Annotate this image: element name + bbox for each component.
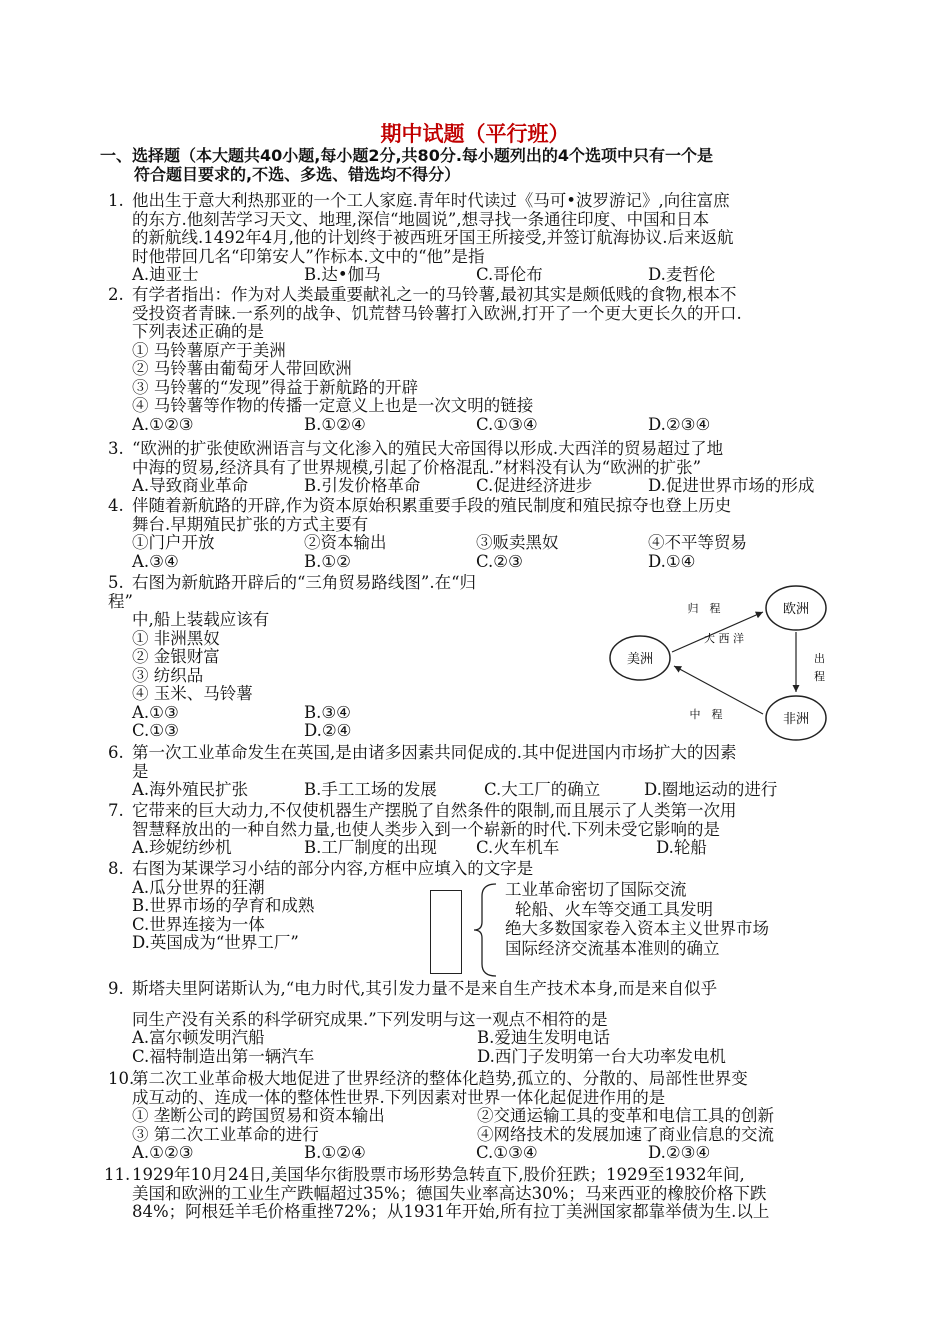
answer-options	[132, 553, 853, 572]
question-text: 中海的贸易,经济具有了世界规模,引起了价格混乱.”材料没有认为“欧洲的扩张”	[132, 457, 702, 477]
section-heading-line1: 一、选择题（本大题共40小题,每小题2分,共80分.每小题列出的4个选项中只有一个是	[100, 146, 714, 165]
answer-options	[132, 1144, 853, 1163]
question-text: 他出生于意大利热那亚的一个工人家庭.青年时代读过《马可•波罗游记》,向往富庶	[132, 191, 730, 210]
america-label: 美洲	[626, 652, 654, 667]
option-a[interactable]: A.迪亚士	[132, 265, 199, 284]
statement-item: ③ 马铃薯的“发现”得益于新航路的开辟	[132, 377, 419, 397]
summary-item: 国际经济交流基本准则的确立	[505, 938, 720, 958]
option-d[interactable]: D.①④	[648, 551, 696, 571]
option-a[interactable]: A.①③	[132, 702, 179, 722]
question-text: 舞台.早期殖民扩张的方式主要有	[132, 514, 369, 534]
answer-options	[132, 266, 853, 285]
europe-label: 欧洲	[782, 602, 810, 617]
question-10	[108, 1070, 853, 1163]
page-title: 期中试题（平行班）	[380, 122, 570, 146]
answer-options	[132, 1048, 853, 1067]
summary-item: 轮船、火车等交通工具发明	[515, 899, 713, 919]
option-c[interactable]: C.①③④	[476, 414, 538, 434]
option-a[interactable]: A.③④	[132, 551, 179, 571]
option-c[interactable]: C.火车机车	[476, 838, 560, 857]
statement-item: ③ 第二次工业革命的进行	[132, 1124, 319, 1144]
statement-item: ② 金银财富	[132, 647, 220, 666]
question-text: 中,船上装载应该有	[132, 610, 270, 629]
triangle-trade-diagram	[600, 580, 850, 750]
option-c[interactable]: C.促进经济进步	[476, 476, 593, 495]
option-b[interactable]: B.①②	[304, 551, 351, 571]
option-c[interactable]: C.哥伦布	[476, 265, 543, 284]
question-8	[108, 859, 534, 953]
option-d[interactable]: D.②④	[304, 721, 352, 740]
summary-items	[505, 880, 769, 958]
summary-item: 工业革命密切了国际交流	[505, 880, 687, 899]
answer-options	[132, 416, 853, 435]
question-text: 美国和欧洲的工业生产跌幅超过35%；德国失业率高达30%；马来西亚的橡胶价格下跌	[132, 1183, 767, 1203]
outbound-label-1: 出	[814, 652, 825, 665]
option-a[interactable]: A.导致商业革命	[132, 476, 249, 495]
question-number: 8.	[108, 859, 124, 878]
question-text: 成互动的、连成一体的整体性世界.下列因素对世界一体化起促进作用的是	[132, 1087, 666, 1107]
option-d[interactable]: D.轮船	[656, 838, 707, 857]
question-11	[104, 1165, 853, 1222]
question-number: 10.	[108, 1069, 135, 1088]
statement-item: ④ 马铃薯等作物的传播一定意义上也是一次文明的链接	[132, 396, 534, 415]
question-number: 5.	[108, 573, 124, 592]
statement-item: ①门户开放	[132, 533, 215, 552]
statement-item: ④网络技术的发展加速了商业信息的交流	[477, 1124, 774, 1144]
question-text: 的东方.他刻苦学习天文、地理,深信“地圆说”,想寻找一条通往印度、中国和日本	[132, 209, 710, 229]
question-number: 4.	[108, 496, 124, 515]
option-d[interactable]: D.麦哲伦	[648, 265, 716, 284]
option-d[interactable]: D.英国成为“世界工厂”	[132, 933, 299, 952]
question-number: 11.	[104, 1165, 131, 1184]
question-text: 同生产没有关系的科学研究成果.”下列发明与这一观点不相符的是	[132, 1009, 608, 1029]
answer-options	[132, 722, 608, 741]
question-text: 伴随着新航路的开辟,作为资本原始积累重要手段的殖民制度和殖民掠夺也登上历史	[132, 496, 732, 515]
statement-item: ① 垄断公司的跨国贸易和资本输出	[132, 1106, 385, 1125]
question-1	[108, 192, 853, 285]
question-number: 1.	[108, 191, 124, 210]
outbound-label-2: 程	[814, 670, 825, 683]
option-d[interactable]: D.②③④	[648, 414, 711, 434]
question-3	[108, 440, 853, 496]
statement-item: ① 马铃薯原产于美洲	[132, 340, 286, 360]
option-d[interactable]: D.圈地运动的进行	[644, 780, 778, 799]
statement-items	[132, 1126, 853, 1145]
question-text: 第二次工业革命极大地促进了世界经济的整体化趋势,孤立的、分散的、局部性世界变	[132, 1069, 748, 1088]
question-6	[108, 744, 853, 800]
option-b[interactable]: B.爱迪生发明电话	[477, 1028, 610, 1047]
option-d[interactable]: D.促进世界市场的形成	[648, 476, 815, 495]
question-4	[108, 497, 853, 571]
option-b[interactable]: B.工厂制度的出现	[304, 838, 437, 857]
option-c[interactable]: C.①③④	[476, 1143, 538, 1162]
statement-item: ②交通运输工具的变革和电信工具的创新	[477, 1106, 774, 1125]
option-a[interactable]: A.①②③	[132, 1143, 194, 1162]
question-text: 程”	[108, 591, 133, 611]
question-text: 斯塔夫里阿诺斯认为,“电力时代,其引发力量不是来自生产技术本身,而是来自似乎	[132, 979, 718, 998]
summary-blank-box	[430, 890, 462, 974]
middle-route-label: 中 程	[689, 708, 723, 721]
summary-item: 绝大多数国家卷入资本主义世界市场	[505, 919, 769, 938]
question-7	[108, 802, 853, 858]
option-c[interactable]: C.世界连接为一体	[132, 914, 265, 934]
question-number: 3.	[108, 439, 124, 458]
option-c[interactable]: C.大工厂的确立	[484, 780, 601, 799]
question-5	[108, 574, 608, 741]
question-text: 时他带回几名“印第安人”作标本.文中的“他”是指	[132, 246, 485, 266]
question-text: 右图为某课学习小结的部分内容,方框中应填入的文字是	[132, 859, 534, 878]
question-2	[108, 286, 853, 434]
question-9	[108, 980, 853, 1066]
question-text: 1929年10月24日,美国华尔街股票市场形势急转直下,股价狂跌；1929至1932年间,	[132, 1165, 745, 1184]
option-d[interactable]: D.西门子发明第一台大功率发电机	[477, 1046, 726, 1066]
section-heading-line2: 符合题目要求的,不选、多选、错选均不得分）	[134, 165, 461, 184]
statement-item: ④ 玉米、马铃薯	[132, 684, 253, 703]
question-text: 有学者指出：作为对人类最重要献礼之一的马铃薯,最初其实是颇低贱的食物,根本不	[132, 285, 737, 304]
statement-item: ② 马铃薯由葡萄牙人带回欧洲	[132, 359, 352, 378]
option-a[interactable]: A.海外殖民扩张	[132, 780, 249, 799]
section-heading	[100, 146, 860, 184]
option-b[interactable]: B.达•伽马	[304, 265, 381, 284]
answer-options	[132, 839, 853, 858]
question-text: 是	[132, 761, 149, 781]
question-text: 它带来的巨大动力,不仅使机器生产摆脱了自然条件的限制,而且展示了人类第一次用	[132, 801, 737, 820]
option-b[interactable]: B.③④	[304, 702, 351, 722]
option-c[interactable]: C.②③	[476, 551, 523, 571]
option-d[interactable]: D.②③④	[648, 1143, 711, 1162]
answer-options	[132, 781, 853, 800]
statement-item: ②资本输出	[304, 533, 387, 552]
option-c[interactable]: C.①③	[132, 721, 179, 740]
question-number: 9.	[108, 979, 124, 998]
question-text: 智慧释放出的一种自然力量,也使人类步入到一个崭新的时代.下列未受它影响的是	[132, 819, 720, 839]
question-number: 2.	[108, 285, 124, 304]
statement-item: ① 非洲黑奴	[132, 628, 220, 648]
atlantic-label: 大 西 洋	[704, 632, 744, 645]
africa-label: 非洲	[782, 712, 810, 727]
brace-icon	[472, 882, 502, 978]
option-a[interactable]: A.①②③	[132, 414, 194, 434]
option-c[interactable]: C.福特制造出第一辆汽车	[132, 1046, 315, 1066]
question-text: 第一次工业革命发生在英国,是由诸多因素共同促成的.其中促进国内市场扩大的因素	[132, 743, 737, 762]
question-text: 右图为新航路开辟后的“三角贸易路线图”.在“归	[132, 573, 477, 592]
question-number: 6.	[108, 743, 124, 762]
answer-options	[132, 1029, 853, 1048]
question-text: “欧洲的扩张使欧洲语言与文化渗入的殖民大帝国得以形成.大西洋的贸易超过了地	[132, 439, 724, 458]
answer-options	[132, 704, 608, 723]
option-b[interactable]: B.①②④	[304, 1143, 366, 1162]
middle-route-arrow	[674, 666, 763, 714]
option-a[interactable]: A.珍妮纺纱机	[132, 838, 232, 857]
question-text: 84%；阿根廷羊毛价格重挫72%；从1931年开始,所有拉丁美洲国家都靠举债为生.以上	[132, 1202, 770, 1221]
option-a[interactable]: A.富尔顿发明汽船	[132, 1028, 265, 1047]
statement-items	[132, 1107, 853, 1126]
statement-item: ③贩卖黑奴	[476, 533, 559, 552]
statement-item: ④不平等贸易	[648, 533, 747, 552]
statement-item: ③ 纺织品	[132, 665, 204, 685]
return-route-label: 归 程	[687, 602, 721, 615]
question-number: 7.	[108, 801, 124, 820]
answer-options	[132, 477, 853, 496]
option-b[interactable]: B.手工工场的发展	[304, 780, 437, 799]
option-b[interactable]: B.①②④	[304, 414, 366, 434]
question-text: 的新航线.1492年4月,他的计划终于被西班牙国王所接受,并签订航海协议.后来返航	[132, 228, 734, 247]
option-b[interactable]: B.引发价格革命	[304, 476, 421, 495]
option-a[interactable]: A.瓜分世界的狂潮	[132, 877, 265, 897]
statement-items	[132, 534, 853, 553]
option-b[interactable]: B.世界市场的孕育和成熟	[132, 896, 315, 915]
question-text: 受投资者青睐.一系列的战争、饥荒替马铃薯打入欧洲,打开了一个更大更长久的开口.	[132, 303, 742, 323]
question-text: 下列表述正确的是	[132, 322, 264, 341]
